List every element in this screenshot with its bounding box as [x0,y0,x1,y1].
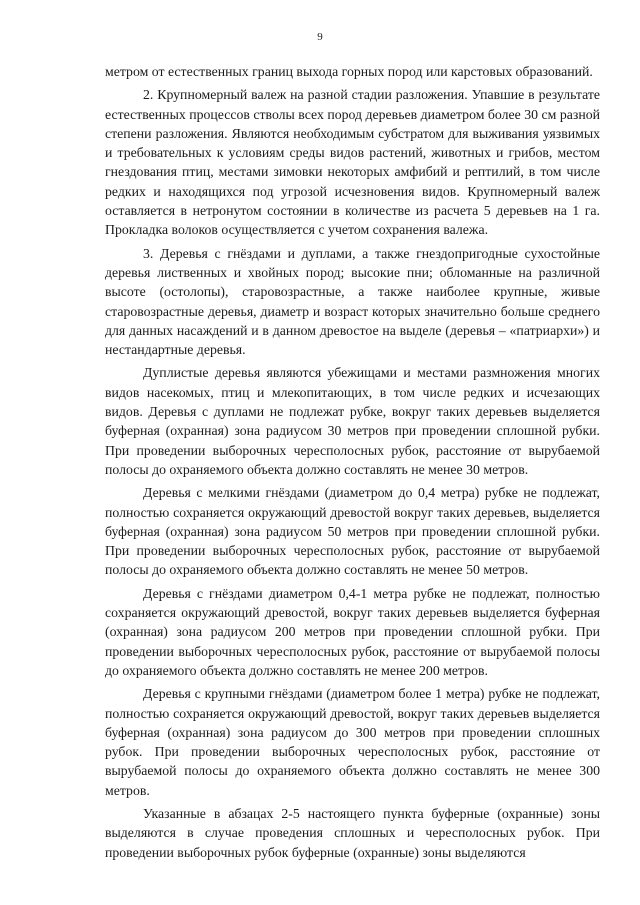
paragraph-continuation: метром от естественных границ выхода горных пород или карстовых образований. [105,64,593,79]
paragraph-hollow-trees: Дуплистые деревья являются убежищами и местами размножения многих видов насекомых, птиц и млекопитающих, в том числе редких и исчезающих видов. Деревья с дуплами не подлежат рубке, вокруг таких деревьев выделяется буферная (охранная) зона радиусом 30 метров при проведении сплошной рубки. При проведении выборочных чересполосных рубок, расстояние от вырубаемой полосы до охраняемого объекта должно составлять не менее 30 метров. [105,365,600,477]
paragraph-medium-nests: Деревья с гнёздами диаметром 0,4-1 метра рубке не подлежат, полностью сохраняется окружающий древостой, вокруг таких деревьев выделяется буферная (охранная) зона радиусом 200 метров при проведении сплошной рубки. При проведении выборочных чересполосных рубок, расстояние от вырубаемой полосы до охраняемого объекта должно составлять не менее 200 метров. [105,585,600,678]
paragraph-item-3-nest-trees: 3. Деревья с гнёздами и дуплами, а также гнездопригодные сухостойные деревья лиственных и хвойных пород; высокие пни; обломанные на различной высоте (остолопы), старовозрастные, а также наиболее крупные, живые старовозрастные деревья, диаметр и возраст которых значительно больше среднего для данных насаждений и в данном древостое на выделе (деревья – «патриархи») и нестандартные деревья. [105,245,600,358]
page-number: 9 [317,31,323,43]
paragraph-item-2-fallen-wood: 2. Крупномерный валеж на разной стадии разложения. Упавшие в результате естественных процессов стволы всех пород деревьев диаметром более 30 см разной степени разложения. Являются необходимым субстратом для выживания уязвимых и требовательных к условиям среды видов растений, животных и грибов, местом гнездования птиц, местами зимовки некоторых амфибий и рептилий, в том числе редких и находящихся под угрозой исчезновения видов. Крупномерный валеж оставляется в нетронутом состоянии в количестве из расчета 5 деревьев на 1 га. Прокладка волоков осуществляется с учетом сохранения валежа. [105,87,600,238]
paragraph-large-nests: Деревья с крупными гнёздами (диаметром более 1 метра) рубке не подлежат, полностью сохраняется окружающий древостой, вокруг таких деревьев выделяется буферная (охранная) зона радиусом до 300 метров при проведении сплошных рубок. При проведении выборочных чересполосных рубок, расстояние от вырубаемой полосы до охраняемого объекта должно составлять не менее 300 метров. [105,686,600,798]
paragraph-buffer-zones: Указанные в абзацах 2-5 настоящего пункта буферные (охранные) зоны выделяются в случае проведения сплошных и чересполосных рубок. При проведении выборочных рубок буферные (охранные) зоны выделяются [105,805,600,860]
paragraph-small-nests: Деревья с мелкими гнёздами (диаметром до 0,4 метра) рубке не подлежат, полностью сохраняется окружающий древостой вокруг таких деревьев, выделяется буферная (охранная) зона радиусом 50 метров при проведении сплошной рубки. При проведении выборочных чересполосных рубок, расстояние от вырубаемой полосы до охраняемого объекта должно составлять не менее 50 метров. [105,485,600,578]
document-body [105,62,600,866]
